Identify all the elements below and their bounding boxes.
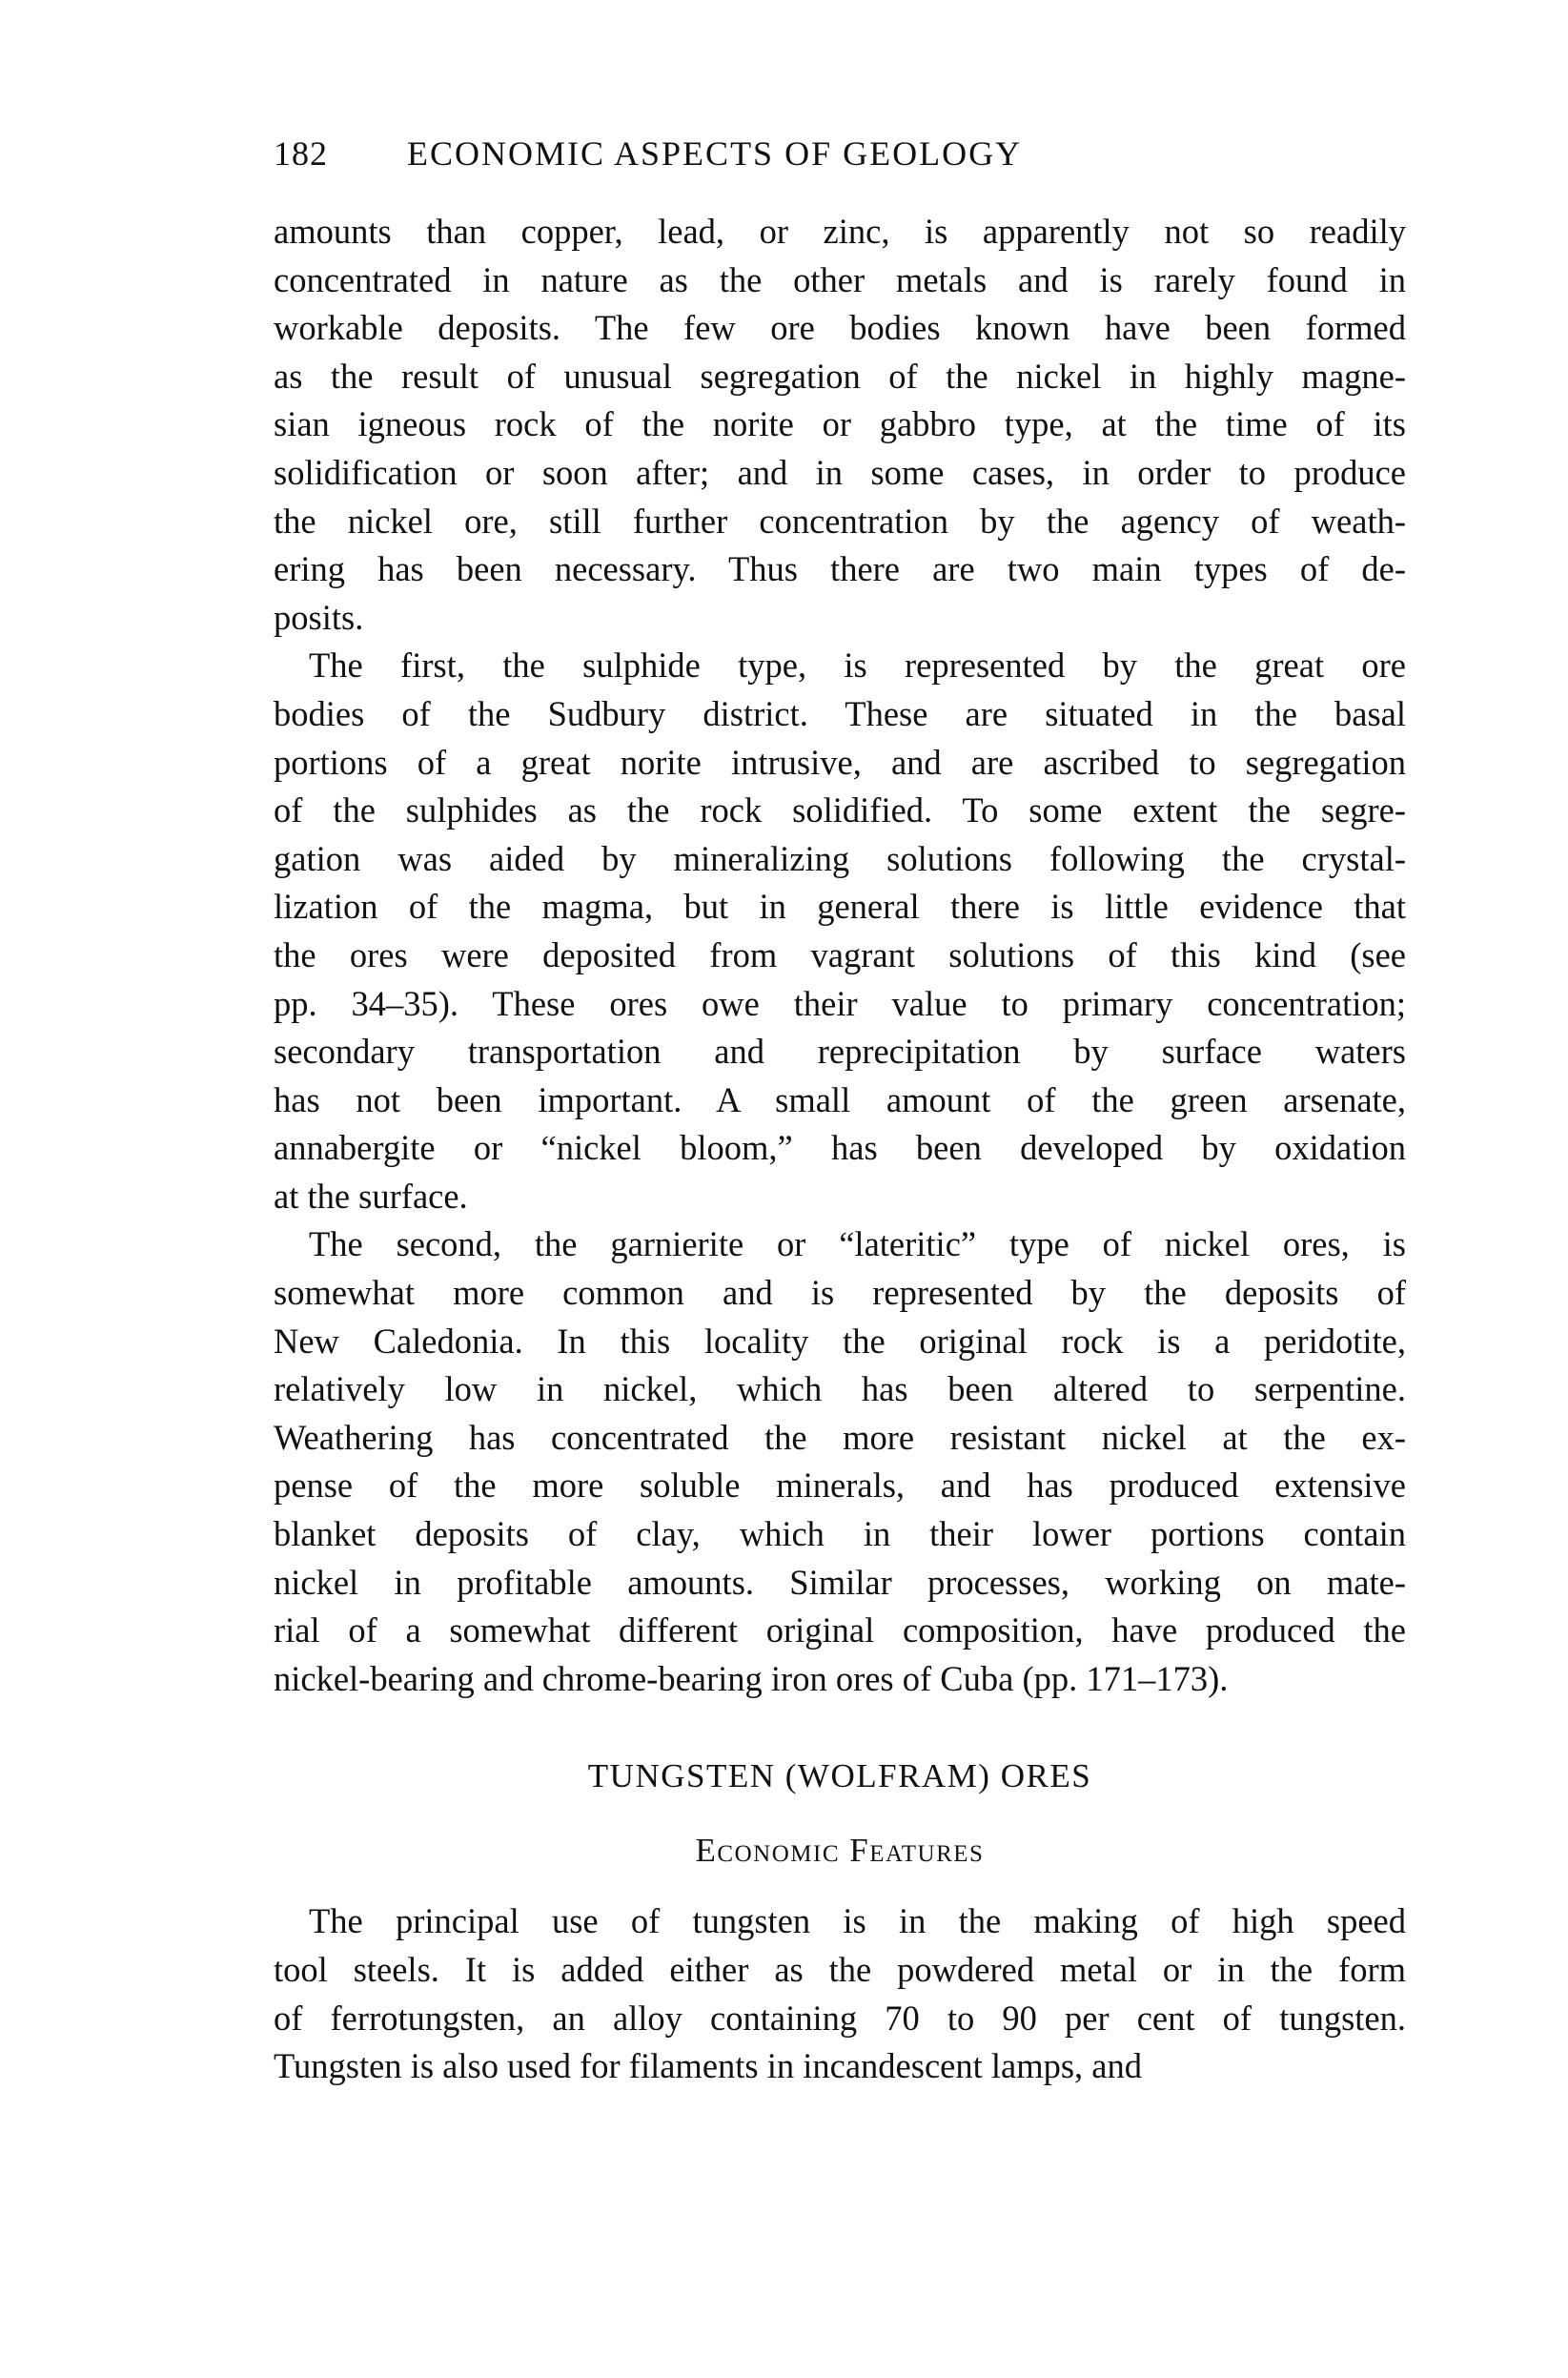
- text-line: nickel in profitable amounts. Similar processes, working on mate-: [274, 1562, 1406, 1602]
- text-line: the ores were deposited from vagrant solutions of this kind (see: [274, 934, 1406, 974]
- text-line: solidification or soon after; and in some cases, in order to produce: [274, 452, 1406, 492]
- text-line: relatively low in nickel, which has been altered to serpentine.: [274, 1369, 1406, 1409]
- text-line: as the result of unusual segregation of the nickel in highly magne-: [274, 356, 1406, 396]
- tungsten-section-body: [274, 1897, 1406, 2090]
- text-line: of ferrotungsten, an alloy containing 70 to 90 per cent of tungsten.: [274, 1998, 1406, 2038]
- text-line: The principal use of tungsten is in the making of high speed: [309, 1901, 1406, 1941]
- text-line: concentrated in nature as the other metals and is rarely found in: [274, 259, 1406, 299]
- text-line: Weathering has concentrated the more resistant nickel at the ex-: [274, 1417, 1406, 1457]
- text-line: workable deposits. The few ore bodies known have been formed: [274, 308, 1406, 348]
- paragraph: [274, 642, 1406, 1220]
- paragraph: [274, 208, 1406, 642]
- text-line: of the sulphides as the rock solidified. To some extent the segre-: [274, 790, 1406, 830]
- text-line: sian igneous rock of the norite or gabbro type, at the time of its: [274, 404, 1406, 444]
- text-line: posits.: [274, 597, 364, 637]
- text-line: has not been important. A small amount of the green arsenate,: [274, 1079, 1406, 1119]
- paragraph: [274, 1897, 1406, 2090]
- section-heading: TUNGSTEN (WOLFRAM) ORES: [587, 1757, 1092, 1795]
- text-line: New Caledonia. In this locality the original rock is a peridotite,: [274, 1321, 1406, 1361]
- text-line: the nickel ore, still further concentration by the agency of weath-: [274, 501, 1406, 541]
- text-line: gation was aided by mineralizing solutions following the crystal-: [274, 838, 1406, 878]
- text-line: at the surface.: [274, 1176, 468, 1216]
- section-subheading: Economic Features: [695, 1832, 985, 1870]
- text-line: pp. 34–35). These ores owe their value to primary concentration;: [274, 983, 1406, 1023]
- text-line: amounts than copper, lead, or zinc, is apparently not so readily: [274, 212, 1406, 251]
- text-line: The first, the sulphide type, is represented by the great ore: [309, 646, 1406, 686]
- text-line: nickel-bearing and chrome-bearing iron ores of Cuba (pp. 171–173).: [274, 1658, 1229, 1698]
- nickel-section-body: [274, 208, 1406, 1703]
- paragraph: [274, 1220, 1406, 1703]
- text-line: Tungsten is also used for filaments in incandescent lamps, and: [274, 2046, 1143, 2086]
- text-line: pense of the more soluble minerals, and has produced extensive: [274, 1466, 1406, 1506]
- page-number: 182: [274, 134, 328, 173]
- text-line: secondary transportation and reprecipitation by surface waters: [274, 1032, 1406, 1072]
- text-line: somewhat more common and is represented by the deposits of: [274, 1273, 1406, 1313]
- book-page: [274, 133, 1406, 2091]
- text-line: portions of a great norite intrusive, and are ascribed to segregation: [274, 742, 1406, 782]
- running-title: ECONOMIC ASPECTS OF GEOLOGY: [407, 134, 1023, 173]
- text-line: lization of the magma, but in general there is little evidence that: [274, 887, 1406, 927]
- text-line: blanket deposits of clay, which in their lower portions contain: [274, 1514, 1406, 1554]
- text-line: annabergite or “nickel bloom,” has been developed by oxidation: [274, 1128, 1406, 1168]
- text-line: ering has been necessary. Thus there are two main types of de-: [274, 549, 1406, 589]
- running-head: [274, 133, 1406, 181]
- text-line: tool steels. It is added either as the powdered metal or in the form: [274, 1950, 1406, 1989]
- text-line: The second, the garnierite or “lateritic” type of nickel ores, is: [309, 1224, 1406, 1264]
- text-line: bodies of the Sudbury district. These are situated in the basal: [274, 693, 1406, 733]
- text-line: rial of a somewhat different original composition, have produced the: [274, 1610, 1406, 1650]
